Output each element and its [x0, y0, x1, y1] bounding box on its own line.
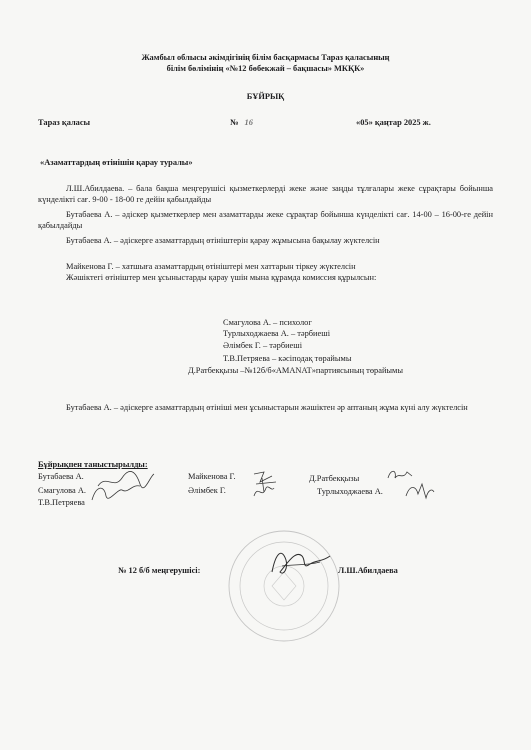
head-signature-title: № 12 б/б меңгерушісі: — [118, 566, 201, 575]
order-title: БҰЙРЫҚ — [246, 92, 285, 101]
acq-name-turlykhodzhaeva: Турлыходжаева А. — [317, 487, 383, 496]
acq-name-smagulova: Смагулова А. — [38, 486, 86, 495]
signature-scribble-smagulova — [88, 480, 144, 506]
paragraph-2: Бутабаева А. – әдіскер қызметкерлер мен азаматтарды жеке сұрақтар бойынша күнделікті сағ. 14-00 – 16-00-ге дейін қабылдайды — [38, 210, 493, 230]
acquaintance-title: Бұйрықпен таныстырылды: — [38, 460, 148, 469]
final-paragraph: Бутабаева А. – әдіскерге азаматтардың өтініші мен ұсыныстарын жәшіктен әр аптаның жұма күні алу жүктелсін — [66, 403, 468, 412]
acq-name-alimbek: Әлімбек Г. — [188, 486, 226, 495]
commission-member-2: Турлыходжаева А. – тәрбиеші — [223, 329, 331, 338]
signature-scribble-alimbek — [250, 482, 276, 502]
acq-name-butabaeva: Бутабаева А. — [38, 472, 84, 481]
commission-member-3: Әлімбек Г. – тәрбиеші — [223, 341, 303, 350]
acq-name-ratbekkyzy: Д.Ратбекқызы — [309, 474, 360, 483]
acq-name-petryaeva: Т.В.Петряева — [38, 498, 85, 507]
commission-member-4: Т.В.Петряева – кәсіподақ төрайымы — [223, 354, 352, 363]
order-number-value: 16 — [244, 118, 253, 127]
order-date: «05» қаңтар 2025 ж. — [356, 118, 431, 127]
header-line-1: Жамбыл облысы әкімдігінің білім басқармасы Тараз қаласының — [141, 53, 390, 62]
order-number-label: № — [230, 118, 239, 127]
commission-member-1: Смагулова А. – психолог — [223, 318, 312, 327]
head-name: Л.Ш.Абилдаева — [338, 566, 398, 575]
signature-scribble-turlykhodzhaeva — [402, 480, 436, 502]
order-number — [230, 118, 253, 129]
city: Тараз қаласы — [38, 118, 91, 127]
paragraph-5: Жәшіктегі өтініштер мен ұсыныстарды қарау үшін мына құрамда комиссия құрылсын: — [66, 273, 377, 282]
commission-member-5: Д.Ратбекқызы –№12б/б«AMANAT»партиясының төрайымы — [188, 366, 403, 375]
paragraph-3: Бутабаева А. – әдіскерге азаматтардың өтініштерін қарау жұмысына бақылау жүктелсін — [66, 236, 380, 245]
order-subject: «Азаматтардың өтінішін қарау туралы» — [40, 158, 193, 167]
header-line-2: білім бөлімінің «№12 бөбекжай – бақшасы» МКҚК» — [166, 64, 365, 73]
head-signature-scribble — [262, 542, 334, 582]
paragraph-4: Майкенова Г. – хатшыға азаматтардың өтініштері мен хаттарын тіркеу жүктелсін — [66, 262, 356, 271]
paragraph-1: Л.Ш.Абилдаева. – бала бақша меңгерушісі қызметкерлерді жеке және заңды тұлғалары жеке сұрақтары бойынша күнделікті сағ. 9-00 - 18-00 ге дейін қабылдайды — [38, 184, 493, 204]
acq-name-maykenova: Майкенова Г. — [188, 472, 236, 481]
